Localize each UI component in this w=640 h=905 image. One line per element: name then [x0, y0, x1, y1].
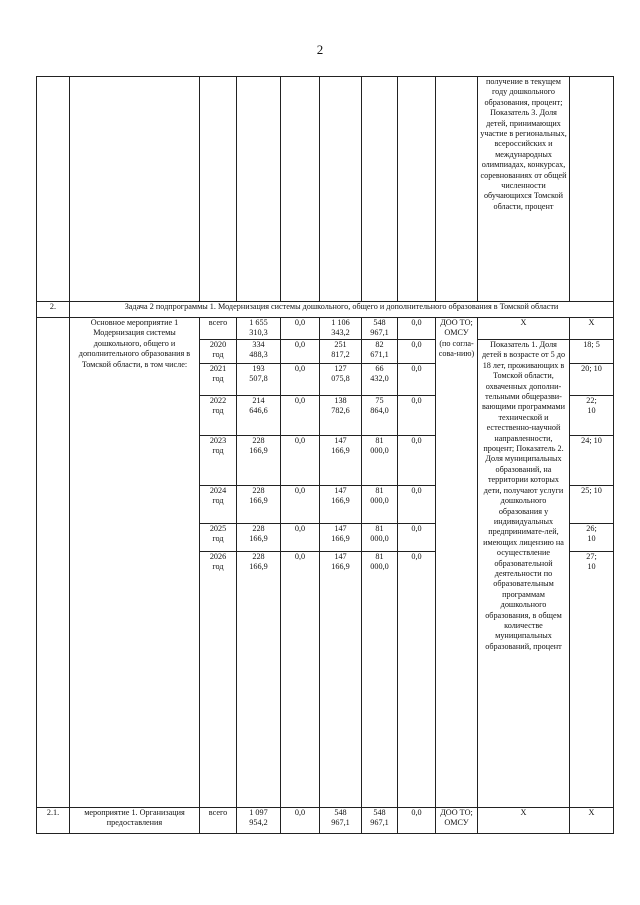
task-row: [37, 302, 614, 318]
cell: [200, 77, 237, 302]
cell: [436, 77, 478, 302]
value-cell: 25; 10: [570, 486, 614, 524]
other-cell: 0,0: [398, 364, 436, 396]
federal-cell: 0,0: [281, 318, 320, 340]
regional-cell: 548 967,1: [320, 808, 362, 834]
value-header: Х: [570, 318, 614, 340]
indicator-cell: получение в текущем году дошкольного образования, процент; Показатель 3. Доля детей, принимающих участие в региональных, всероссийских и международных олимпиадах, конкурсах, соревнованиях от общей численности обучающихся Томской области, процент: [478, 77, 570, 302]
cell: [362, 77, 398, 302]
municipal-cell: 81 000,0: [362, 552, 398, 808]
indicator-cell: Х: [478, 808, 570, 834]
regional-cell: 147 166,9: [320, 524, 362, 552]
federal-cell: 0,0: [281, 364, 320, 396]
row-number: 2.1.: [37, 808, 70, 834]
executor-cell: ДОО ТО; ОМСУ (по согла-сова-нию): [436, 318, 478, 808]
total-cell: 1 097 954,2: [237, 808, 281, 834]
federal-cell: 0,0: [281, 396, 320, 436]
value-cell: 27; 10: [570, 552, 614, 808]
federal-cell: 0,0: [281, 808, 320, 834]
cell: [70, 77, 200, 302]
table-row: [37, 77, 614, 302]
other-cell: 0,0: [398, 486, 436, 524]
cell: [570, 77, 614, 302]
municipal-cell: 548 967,1: [362, 318, 398, 340]
year-cell: всего: [200, 318, 237, 340]
value-cell: 26; 10: [570, 524, 614, 552]
municipal-cell: 81 000,0: [362, 486, 398, 524]
regional-cell: 147 166,9: [320, 552, 362, 808]
cell: [281, 77, 320, 302]
measure-name: Основное мероприятие 1 Модернизация системы дошкольного, общего и дополнительного образования в Томской области, в том числе:: [70, 318, 200, 808]
regional-cell: 147 166,9: [320, 486, 362, 524]
total-cell: 334 488,3: [237, 340, 281, 364]
table-row: [37, 808, 614, 834]
year-cell: 2021 год: [200, 364, 237, 396]
regional-cell: 138 782,6: [320, 396, 362, 436]
municipal-cell: 82 671,1: [362, 340, 398, 364]
federal-cell: 0,0: [281, 436, 320, 486]
municipal-cell: 81 000,0: [362, 436, 398, 486]
regional-cell: 1 106 343,2: [320, 318, 362, 340]
federal-cell: 0,0: [281, 486, 320, 524]
page-number: 2: [316, 42, 324, 57]
value-cell: 18; 5: [570, 340, 614, 364]
municipal-cell: 81 000,0: [362, 524, 398, 552]
federal-cell: 0,0: [281, 524, 320, 552]
value-cell: 24; 10: [570, 436, 614, 486]
program-table: [36, 76, 614, 834]
year-cell: 2023 год: [200, 436, 237, 486]
regional-cell: 147 166,9: [320, 436, 362, 486]
other-cell: 0,0: [398, 340, 436, 364]
total-cell: 228 166,9: [237, 486, 281, 524]
task-number: 2.: [37, 302, 70, 318]
municipal-cell: 66 432,0: [362, 364, 398, 396]
year-cell: 2025 год: [200, 524, 237, 552]
indicator-header: Х: [478, 318, 570, 340]
cell: [37, 318, 70, 808]
year-cell: 2020 год: [200, 340, 237, 364]
cell: [320, 77, 362, 302]
municipal-cell: 75 864,0: [362, 396, 398, 436]
federal-cell: 0,0: [281, 340, 320, 364]
sub-measure-name: мероприятие 1. Организация предоставления: [70, 808, 200, 834]
executor-cell: ДОО ТО; ОМСУ: [436, 808, 478, 834]
task-title: Задача 2 подпрограммы 1. Модернизация системы дошкольного, общего и дополнительного образования в Томской области: [70, 302, 614, 318]
year-cell: всего: [200, 808, 237, 834]
indicator-cell: Показатель 1. Доля детей в возрасте от 5 до 18 лет, проживающих в Томской области, охваченных дополни-тельными общеразви-вающими программами технической и естественно-научной направленности, процент; Показатель 2. Доля муниципальных образований, на территории которых дети, получают услуги дошкольного образования у индивидуальных предпринимате-лей, имеющих лицензию на осуществление образовательной деятельности по образовательным программам дошкольного образования, в общем количестве муниципальных образований, процент: [478, 340, 570, 808]
value-cell: 22; 10: [570, 396, 614, 436]
other-cell: 0,0: [398, 808, 436, 834]
value-cell: 20; 10: [570, 364, 614, 396]
cell: [37, 77, 70, 302]
cell: [237, 77, 281, 302]
regional-cell: 251 817,2: [320, 340, 362, 364]
table-row: [37, 318, 614, 340]
total-cell: 214 646,6: [237, 396, 281, 436]
other-cell: 0,0: [398, 552, 436, 808]
total-cell: 228 166,9: [237, 552, 281, 808]
other-cell: 0,0: [398, 318, 436, 340]
regional-cell: 127 075,8: [320, 364, 362, 396]
total-cell: 228 166,9: [237, 524, 281, 552]
year-cell: 2026 год: [200, 552, 237, 808]
total-cell: 1 655 310,3: [237, 318, 281, 340]
year-cell: 2022 год: [200, 396, 237, 436]
municipal-cell: 548 967,1: [362, 808, 398, 834]
other-cell: 0,0: [398, 396, 436, 436]
cell: [398, 77, 436, 302]
other-cell: 0,0: [398, 524, 436, 552]
value-cell: Х: [570, 808, 614, 834]
federal-cell: 0,0: [281, 552, 320, 808]
year-cell: 2024 год: [200, 486, 237, 524]
total-cell: 193 507,8: [237, 364, 281, 396]
total-cell: 228 166,9: [237, 436, 281, 486]
other-cell: 0,0: [398, 436, 436, 486]
